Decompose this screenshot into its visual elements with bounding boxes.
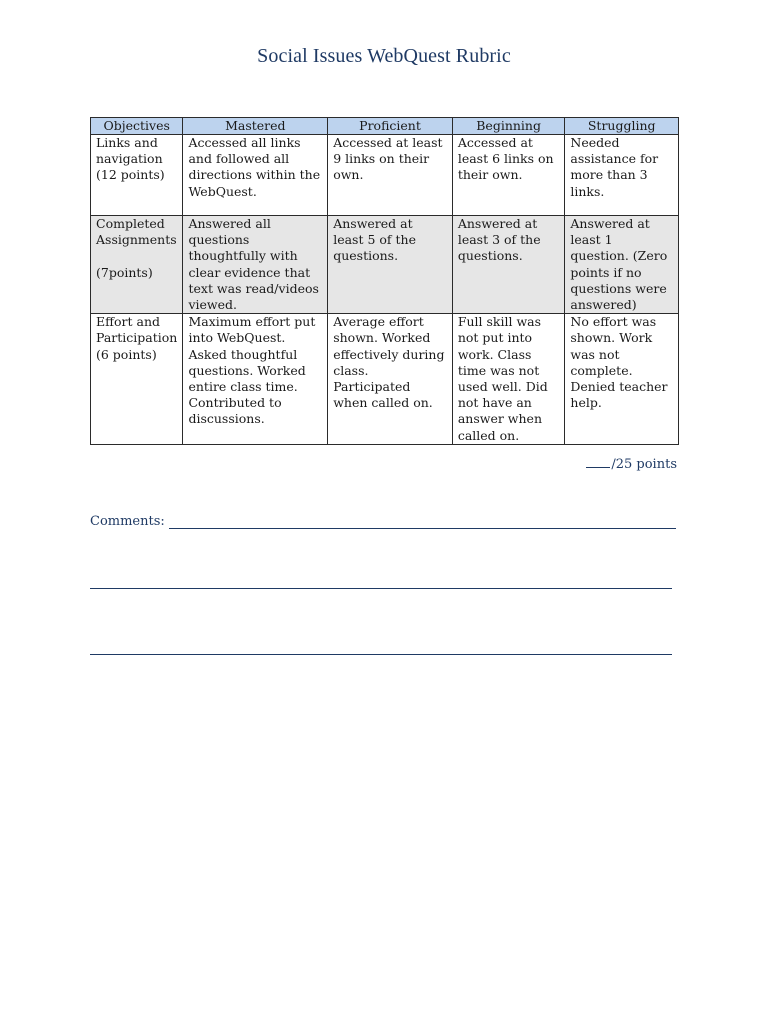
objective-cell: Completed Assignments (7points)	[91, 216, 183, 314]
rubric-row-assignments	[91, 216, 679, 314]
mastered-cell: Answered all questions thoughtfully with clear evidence that text was read/videos viewed.	[183, 216, 328, 314]
proficient-cell: Answered at least 5 of the questions.	[328, 216, 453, 314]
beginning-cell: Full skill was not put into work. Class time was not used well. Did not have an answer when called on.	[452, 314, 565, 445]
rubric-row-effort	[91, 314, 679, 445]
mastered-cell: Maximum effort put into WebQuest. Asked thoughtful questions. Worked entire class time. Contributed to discussions.	[183, 314, 328, 445]
header-mastered: Mastered	[183, 118, 328, 135]
score-total	[560, 457, 677, 472]
struggling-cell: Answered at least 1 question. (Zero points if no questions were answered)	[565, 216, 679, 314]
header-struggling: Struggling	[565, 118, 679, 135]
objective-cell: Links and navigation (12 points)	[91, 135, 183, 216]
document-title: Social Issues WebQuest Rubric	[257, 45, 511, 67]
comments-label: Comments:	[90, 514, 165, 529]
beginning-cell: Accessed at least 6 links on their own.	[452, 135, 565, 216]
header-objectives: Objectives	[91, 118, 183, 135]
comments-blank-line-3	[90, 654, 672, 655]
rubric-header-row	[91, 118, 679, 135]
proficient-cell: Accessed at least 9 links on their own.	[328, 135, 453, 216]
header-proficient: Proficient	[328, 118, 453, 135]
header-beginning: Beginning	[452, 118, 565, 135]
proficient-cell: Average effort shown. Worked effectively during class. Participated when called on.	[328, 314, 453, 445]
score-blank-line	[586, 467, 610, 468]
objective-cell: Effort and Participation (6 points)	[91, 314, 183, 445]
mastered-cell: Accessed all links and followed all directions within the WebQuest.	[183, 135, 328, 216]
rubric-row-links	[91, 135, 679, 216]
comments-line	[90, 514, 676, 529]
rubric-table	[90, 117, 679, 445]
score-total-label: /25 points	[611, 457, 677, 472]
comments-blank-line-2	[90, 588, 672, 589]
beginning-cell: Answered at least 3 of the questions.	[452, 216, 565, 314]
comments-blank-line	[169, 515, 676, 529]
struggling-cell: No effort was shown. Work was not complete. Denied teacher help.	[565, 314, 679, 445]
struggling-cell: Needed assistance for more than 3 links.	[565, 135, 679, 216]
